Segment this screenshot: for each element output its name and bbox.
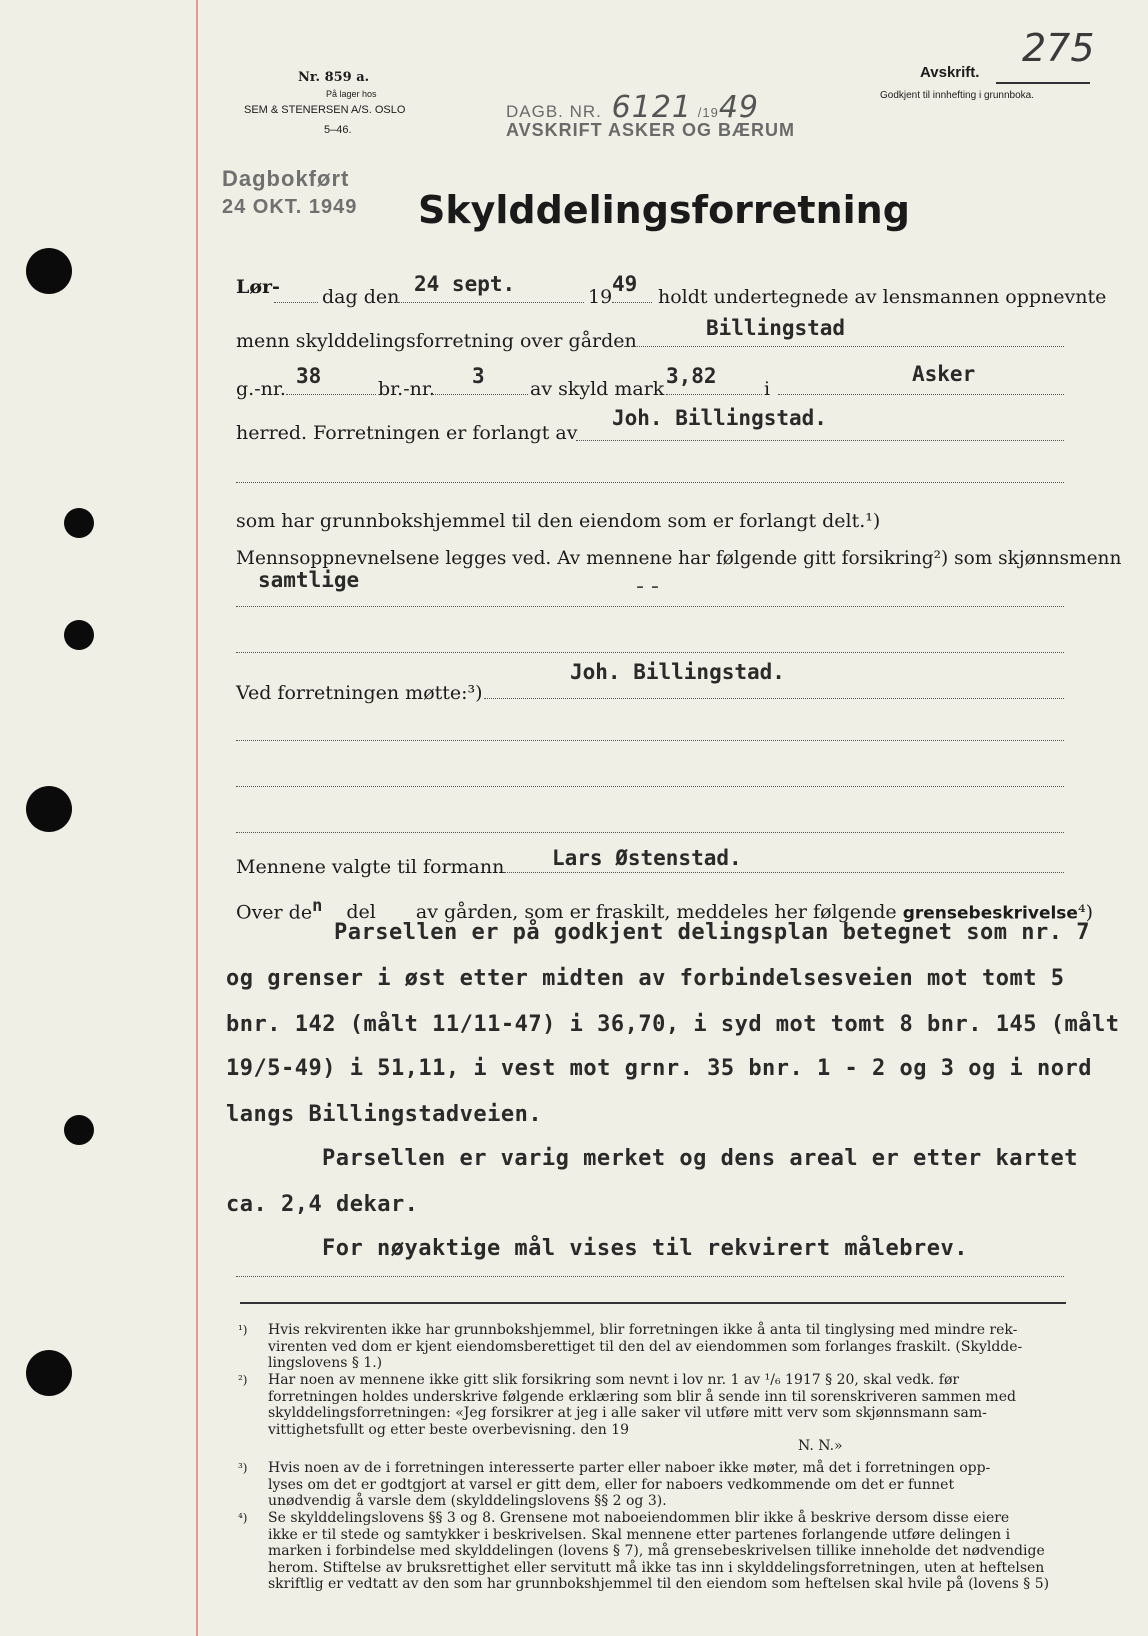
over-de-label: Over de (236, 901, 313, 924)
avskrift-underline (996, 82, 1090, 84)
meeting-year: 49 (612, 272, 638, 296)
hand-dash: - - (636, 574, 659, 599)
dotted-line (286, 394, 376, 395)
dotted-line (484, 698, 1064, 699)
dagb-year-prefix: /19 (697, 105, 719, 120)
dotted-line (666, 394, 762, 395)
assurance-value: samtlige (258, 568, 360, 592)
dagb-number: 6121 (611, 90, 692, 125)
footnote-number: ⁴) (238, 1511, 248, 1525)
dotted-line (576, 440, 1064, 441)
footnote-text: N. N.» (798, 1438, 843, 1454)
footnote-1 (238, 1322, 1022, 1372)
chairman-label: Mennene valgte til formann (236, 856, 505, 878)
year-prefix: 19 (588, 286, 613, 308)
footnote-text: skriftlig er vedtatt av den som har grunnbokshjemmel til den eiendom som heftelsen skal hvile på (lovens § 5) (268, 1576, 1050, 1592)
dagbokfort-label: Dagbokført (222, 166, 350, 191)
gnr-label: g.-nr. (236, 378, 286, 400)
requester-name: Joh. Billingstad. (612, 406, 827, 430)
dotted-line (236, 832, 1064, 833)
punch-hole (26, 1350, 72, 1396)
farm-name: Billingstad (706, 316, 846, 340)
attendees-value: Joh. Billingstad. (570, 660, 785, 684)
chairman-value: Lars Østenstad. (552, 846, 742, 870)
dotted-line (236, 740, 1064, 741)
dagbokfort-date: 24 OKT. 1949 (222, 196, 358, 218)
page-number: 275 (1022, 26, 1095, 70)
dotted-line (504, 872, 1064, 873)
place-value: Asker (912, 362, 976, 386)
punch-hole (64, 508, 94, 538)
over-de-suffix: n (312, 896, 323, 916)
margin-rule (196, 0, 198, 1636)
footnote-text: unødvendig å varsle dem (skylddelingslovens §§ 2 og 3). (268, 1493, 667, 1509)
dotted-line (236, 1276, 1064, 1277)
fraskilt-label: av gården, som er fraskilt, meddeles her følgende (415, 901, 897, 924)
dagb-label: DAGB. NR. (506, 102, 602, 121)
footnote-text: lyses om det er godtgjort at varsel er gitt dem, eller for naboers vedkommende om det er funnet (268, 1476, 955, 1493)
footnote-text: lingslovens § 1.) (268, 1355, 383, 1371)
description-line: og grenser i øst etter midten av forbindelsesveien mot tomt 5 (226, 966, 1065, 991)
dotted-line (236, 606, 1064, 607)
dagb-year: 49 (718, 90, 759, 125)
description-line: bnr. 142 (målt 11/11-47) i 36,70, i syd mot tomt 8 bnr. 145 (målt (226, 1012, 1120, 1037)
footnote-number: ¹) (238, 1323, 248, 1337)
dotted-line (236, 482, 1064, 483)
meeting-date: 24 sept. (414, 272, 516, 296)
punch-hole (64, 620, 94, 650)
dotted-line (236, 786, 1064, 787)
printer-line: På lager hos (326, 89, 377, 99)
footnote-text: ikke er til stede og samtykker i beskrivelsen. Skal mennene etter partenes forlangende utføre delingen i (268, 1526, 1011, 1543)
row1-text: holdt undertegnede av lensmannen oppnevnte (658, 286, 1107, 308)
dotted-line (274, 302, 318, 303)
footnote-4 (238, 1510, 1049, 1593)
dotted-line (778, 394, 1064, 395)
description-line: Parsellen er på godkjent delingsplan betegnet som nr. 7 (334, 920, 1090, 945)
skyld-value: 3,82 (666, 364, 717, 388)
description-line: 19/5-49) i 51,11, i vest mot grnr. 35 bnr. 1 - 2 og 3 og i nord (226, 1056, 1092, 1081)
footnote-text: Hvis rekvirenten ikke har grunnbokshjemmel, blir forretningen ikke å anta til tinglysing med mindre rek- (268, 1322, 1018, 1338)
i-label: i (764, 378, 771, 400)
avskrift-title: Avskrift. (920, 64, 980, 81)
dotted-line (612, 302, 652, 303)
footnote-number: ³) (238, 1461, 248, 1475)
footnote-2 (238, 1372, 1016, 1455)
footnote-text: vittighetsfullt og etter beste overbevisning. den 19 (268, 1421, 630, 1438)
footnote-separator (240, 1302, 1066, 1304)
footnote-text: marken i forbindelse med skylddelingen (lovens § 7), må grensebeskrivelsen tillike inneholde det nødvendige (268, 1543, 1045, 1559)
grunnbok-text: som har grunnbokshjemmel til den eiendom som er forlangt delt.¹) (236, 510, 881, 532)
footnote-text: virenten ved dom er kjent eiendomsberettiget til den del av eiendommen som forlanges fraskilt. (Skyldde- (268, 1338, 1023, 1355)
description-line: langs Billingstadveien. (226, 1102, 543, 1127)
form-number: Nr. 859 a. (298, 70, 370, 85)
del-label: del (346, 901, 376, 924)
footnote-text: Har noen av mennene ikke gitt slik forsikring som nevnt i lov nr. 1 av ¹/₆ 1917 § 20, skal vedk. før (268, 1372, 960, 1388)
footnote-text: skylddelingsforretningen: «Jeg forsikrer at jeg i alle saker vil utføre mitt verv som skjønnsmann sam- (268, 1405, 987, 1421)
footnote-text: herom. Stiftelse av bruksrettighet eller servitutt må ikke tas inn i skylddelingsforretningen, uten at heftelsen (268, 1559, 1045, 1576)
footnote-text: forretningen holdes underskrive følgende erklæring som blir å sende inn til sorenskriveren sammen med (268, 1388, 1016, 1405)
attendees-label: Ved forretningen møtte:³) (236, 682, 483, 704)
document-title: Skylddelingsforretning (418, 188, 910, 232)
farm-label: menn skylddelingsforretning over gården (236, 330, 637, 352)
bnr-label: br.-nr. (378, 378, 435, 400)
skyld-label: av skyld mark (530, 378, 665, 400)
dotted-line (432, 394, 528, 395)
dotted-line (236, 652, 1064, 653)
printer-name: SEM & STENERSEN A/S. OSLO (244, 104, 406, 116)
footnote-text: Se skylddelingslovens §§ 3 og 8. Grensene mot naboeiendommen blir ikke å beskrive dersom disse eiere (268, 1510, 1010, 1526)
printer-date: 5–46. (324, 124, 352, 136)
description-line: For nøyaktige mål vises til rekvirert målebrev. (322, 1236, 969, 1261)
punch-hole (26, 248, 72, 294)
oppnevnelse-text: Mennsoppnevnelsene legges ved. Av mennene har følgende gitt forsikring²) som skjønnsmenn (236, 548, 1122, 569)
dotted-line (396, 302, 584, 303)
footnote-number: ²) (238, 1373, 248, 1387)
footnote-text: Hvis noen av de i forretningen interesserte parter eller naboer ikke møter, må det i forretningen opp- (268, 1460, 991, 1476)
date-label: dag den (322, 286, 400, 308)
footnote-3 (238, 1460, 990, 1510)
dotted-line (624, 346, 1064, 347)
footnote-ref: ⁴) (1077, 901, 1093, 924)
description-line: ca. 2,4 dekar. (226, 1192, 419, 1217)
weekday-label: Lør- (236, 276, 280, 298)
requested-by-label: herred. Forretningen er forlangt av (236, 422, 578, 444)
bnr-value: 3 (472, 364, 485, 388)
avskrift-subtitle: Godkjent til innhefting i grunnboka. (880, 90, 1034, 101)
punch-hole (64, 1115, 94, 1145)
grensebeskrivelse-label: grensebeskrivelse (902, 903, 1078, 924)
gnr-value: 38 (296, 364, 322, 388)
description-line: Parsellen er varig merket og dens areal er etter kartet (322, 1146, 1078, 1171)
punch-hole (26, 786, 72, 832)
avskrift-stamp: AVSKRIFT ASKER OG BÆRUM (506, 120, 796, 140)
